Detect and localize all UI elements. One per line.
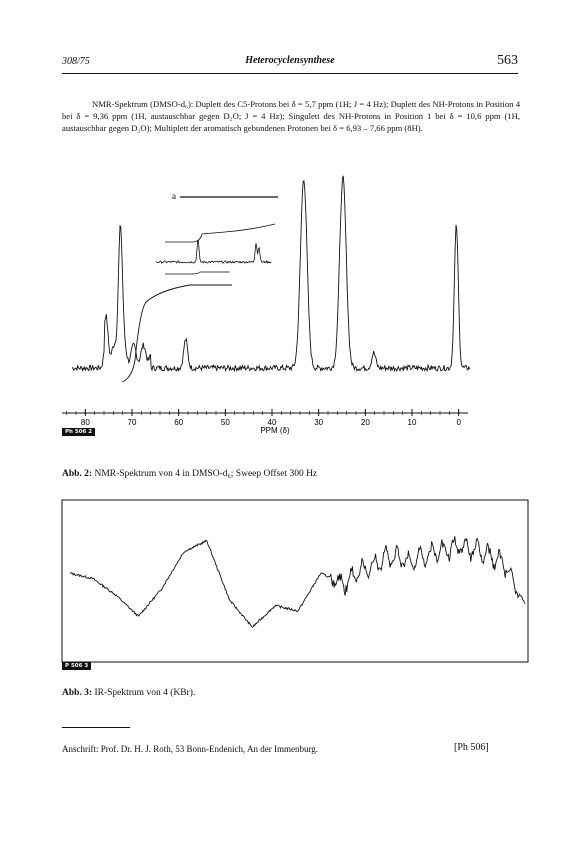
x-tick-label: 30 (314, 418, 324, 427)
x-tick-label: 0 (456, 418, 461, 427)
figure2-caption (62, 469, 317, 479)
author-address: Anschrift: Prof. Dr. H. J. Roth, 53 Bonn-Endenich, An der Immenburg. (62, 744, 319, 754)
nmr-spectrum-figure (40, 160, 510, 440)
x-axis-title: PPM (δ) (260, 426, 290, 435)
nmr-spectrum-trace (72, 176, 470, 371)
figure2-caption-label: Abb. 2: (62, 469, 93, 479)
header-rule (62, 73, 518, 74)
ir-spectrum-figure (40, 490, 540, 680)
x-tick-label: 40 (267, 418, 277, 427)
x-tick-label: 20 (360, 418, 370, 427)
trace-label-a: a (172, 191, 176, 201)
ir-spectrum-trace (70, 536, 525, 627)
nmr-spectrum-plot (62, 176, 470, 427)
ir-spectrum-plot (62, 500, 528, 662)
inset-integration-curve (165, 224, 275, 242)
x-tick-label: 80 (80, 418, 90, 427)
nmr-description-paragraph: NMR-Spektrum (DMSO-d₆): Duplett des C5-Protons bei δ = 5,7 ppm (1H; J = 4 Hz); Duplett des NH-Protons in Position 4 bei δ = 9,36 ppm (1H, austauschbar gegen D₂O; J = 4 Hz); Singulett des NH-Protons in Position 1 bei δ = 10,6 ppm (1H, austauschbar gegen D₂O); Multiplett der aromatisch gebundenen Protonen bei δ = 6,93 – 7,66 ppm (8H). (62, 99, 520, 133)
page-header (62, 54, 518, 74)
footnote-rule (62, 727, 130, 728)
x-tick-label: 60 (174, 418, 184, 427)
figure3-caption (62, 688, 195, 698)
figure3-caption-text: IR-Spektrum von 4 (KBr). (92, 688, 196, 698)
x-tick-label: 50 (220, 418, 230, 427)
running-title: Heterocyclensynthese (245, 55, 335, 66)
figure3-caption-label: Abb. 3: (62, 688, 93, 698)
reference-code: [Ph 506] (454, 742, 489, 753)
figure-stamp: P 506 3 (62, 662, 91, 670)
x-tick-label: 10 (407, 418, 417, 427)
x-tick-label: 70 (127, 418, 137, 427)
ir-plot-frame (62, 500, 528, 662)
inset-trace (156, 240, 271, 263)
inset-secondary-curve (165, 272, 230, 274)
figure-stamp: Ph 506 2 (62, 428, 95, 436)
journal-reference: 308/75 (62, 56, 90, 67)
figure2-caption-text: NMR-Spektrum von 4 in DMSO-d₆; Sweep Offset 300 Hz (92, 469, 318, 479)
page-number: 563 (497, 53, 518, 68)
